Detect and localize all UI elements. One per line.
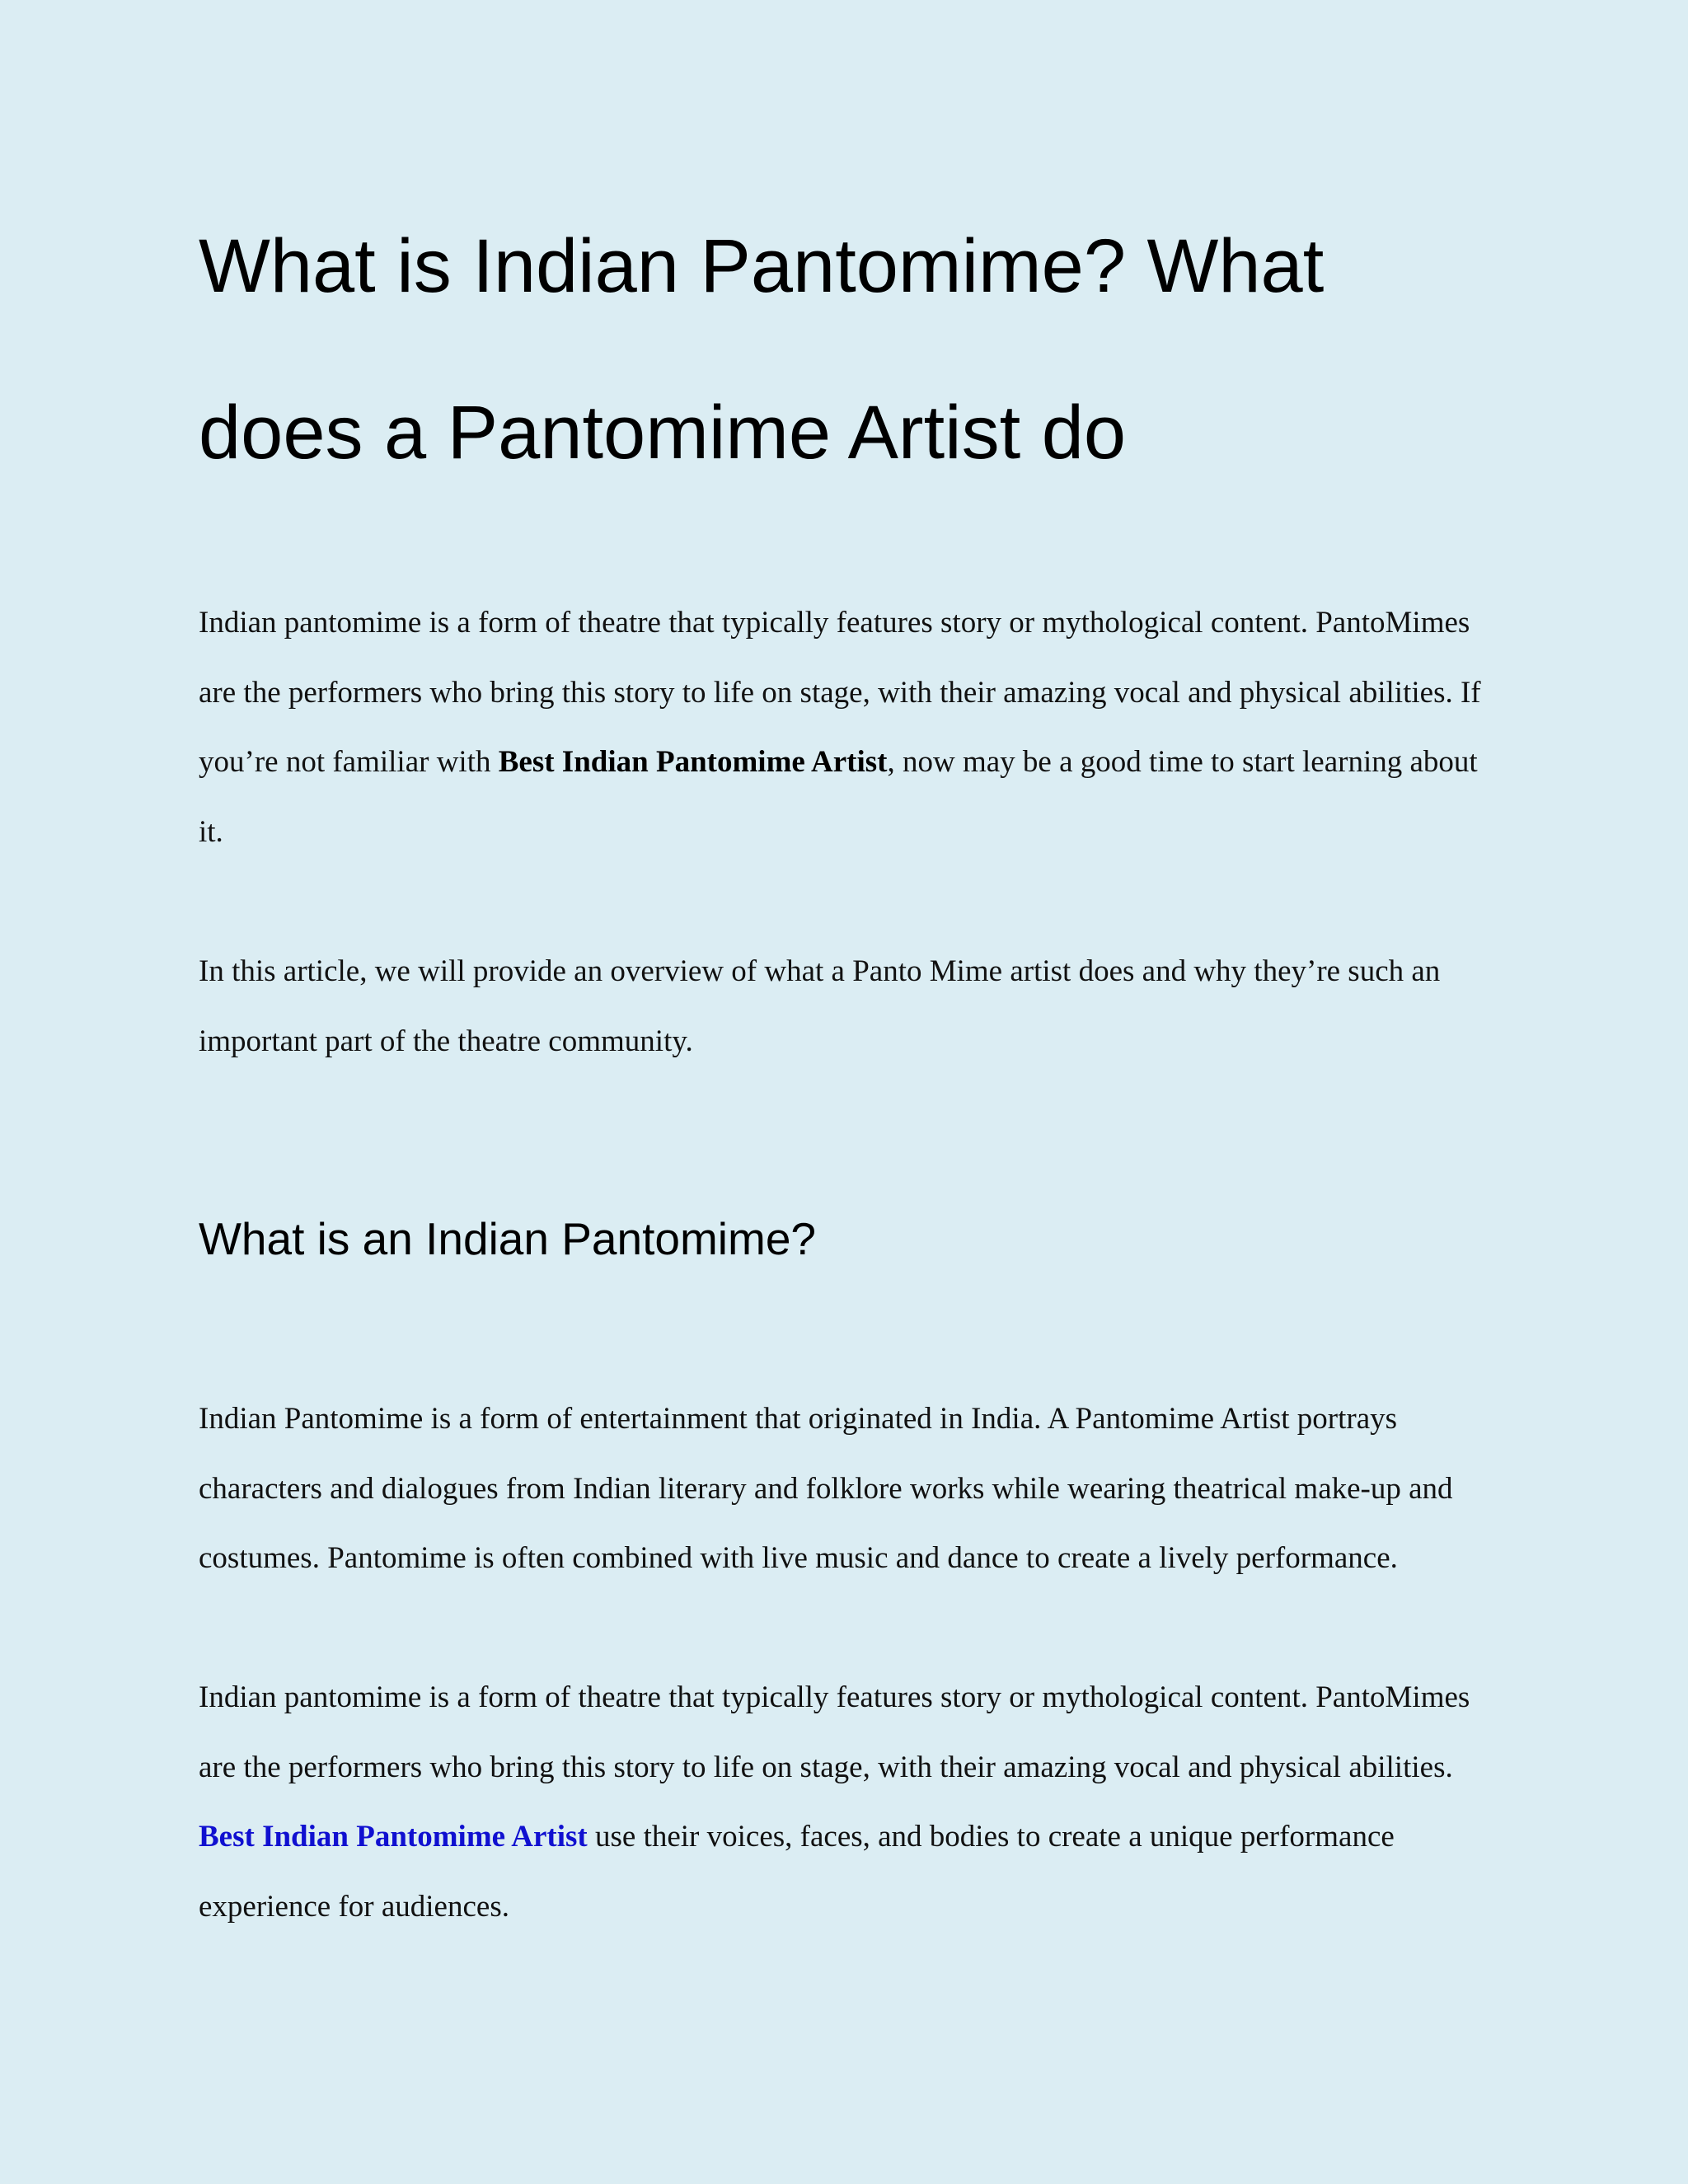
section-paragraph-1: Indian Pantomime is a form of entertainment that originated in India. A Pantomime Artist portrays characters and dialogues from Indian literary and folklore works while wearing theatrical make-up and costumes. Pantomime is often combined with live music and dance to create a lively performance. <box>199 1402 1453 1576</box>
page-title: What is Indian Pantomime? What does a Pantomime Artist do <box>199 224 1325 475</box>
intro-bold-term: Best Indian Pantomime Artist <box>498 745 888 780</box>
section-paragraph-2 <box>199 1663 1509 1942</box>
artist-link[interactable]: Best Indian Pantomime Artist <box>199 1820 588 1854</box>
section-heading: What is an Indian Pantomime? <box>199 1213 816 1264</box>
intro-paragraph <box>199 588 1509 867</box>
intro-text-start: Indian pantomime is a form of theatre that typically features story or mythological content. PantoMimes are the performers who bring this story to life on stage, with their amazing vocal and physical abilities. If you’re not familiar with <box>199 606 1481 780</box>
overview-paragraph: In this article, we will provide an overview of what a Panto Mime artist does and why they’re such an important part of the theatre community. <box>199 954 1441 1058</box>
section-paragraph-2-start: Indian pantomime is a form of theatre that typically features story or mythological content. PantoMimes are the performers who bring this story to life on stage, with their amazing vocal and physical abilities. <box>199 1680 1470 1784</box>
intro-text-end: , now may be a good time to start learning about it. <box>199 745 1478 849</box>
section-paragraph-2-end: use their voices, faces, and bodies to create a unique performance experience for audiences. <box>199 1820 1395 1924</box>
